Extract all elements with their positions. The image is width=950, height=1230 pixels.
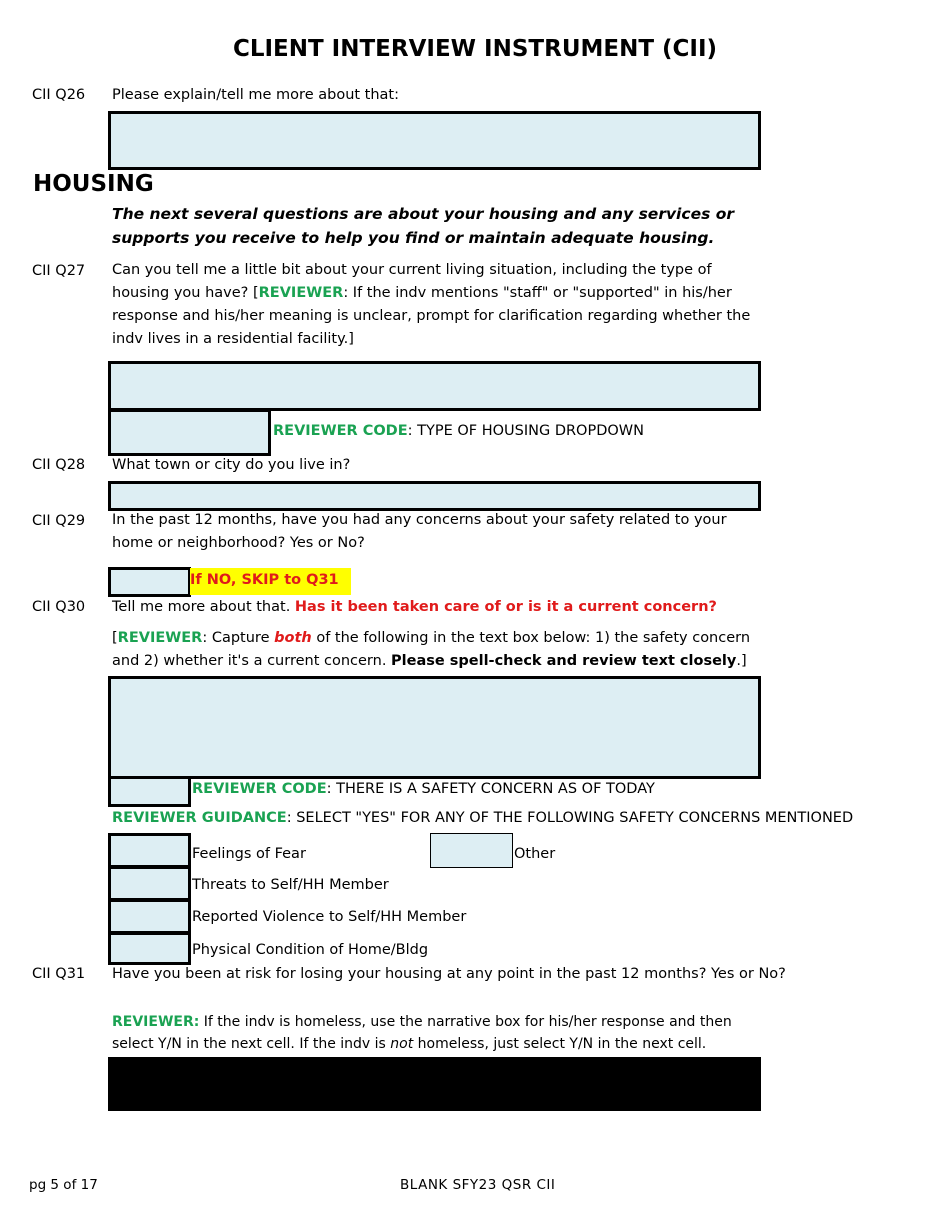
option-condition-field[interactable] [108, 932, 191, 965]
q29-yes-no-field[interactable] [108, 567, 191, 597]
q31-response-field[interactable] [108, 1057, 761, 1111]
option-other-label: Other [514, 846, 556, 862]
q30-reviewer-code: REVIEWER CODE: THERE IS A SAFETY CONCERN AS OF TODAY [192, 781, 655, 797]
option-fear-field[interactable] [108, 833, 191, 868]
document-name: BLANK SFY23 QSR CII [400, 1177, 556, 1193]
question-id-q30: CII Q30 [32, 599, 86, 615]
q27-reviewer-code: REVIEWER CODE: TYPE OF HOUSING DROPDOWN [273, 423, 644, 439]
question-id-q31: CII Q31 [32, 966, 86, 982]
question-text-q31: Have you been at risk for losing your housing at any point in the past 12 months? Yes or No? [112, 966, 786, 982]
option-threats-field[interactable] [108, 866, 191, 901]
question-id-q26: CII Q26 [32, 87, 86, 103]
q30-safety-concern-code-field[interactable] [108, 776, 191, 807]
q26-response-field[interactable] [108, 111, 761, 170]
option-violence-field[interactable] [108, 899, 191, 934]
question-text-q28: What town or city do you live in? [112, 457, 351, 473]
q27-response-field[interactable] [108, 361, 761, 411]
q30-response-field[interactable] [108, 676, 761, 779]
option-threats-label: Threats to Self/HH Member [192, 877, 389, 893]
page-title: CLIENT INTERVIEW INSTRUMENT (CII) [232, 36, 718, 62]
question-id-q27: CII Q27 [32, 263, 86, 279]
question-id-q28: CII Q28 [32, 457, 86, 473]
option-violence-label: Reported Violence to Self/HH Member [192, 909, 467, 925]
q28-town-field[interactable] [108, 481, 761, 511]
question-text-q29: In the past 12 months, have you had any concerns about your safety related to your home or neighborhood? Yes or No? [112, 512, 727, 551]
q30-reviewer-guidance: REVIEWER GUIDANCE: SELECT "YES" FOR ANY OF THE FOLLOWING SAFETY CONCERNS MENTIONED [112, 810, 854, 826]
q29-skip-note: If NO, SKIP to Q31 [190, 568, 351, 595]
q27-housing-type-dropdown[interactable] [108, 409, 271, 456]
question-id-q29: CII Q29 [32, 513, 86, 529]
page-number: pg 5 of 17 [29, 1177, 98, 1193]
option-fear-label: Feelings of Fear [192, 846, 306, 862]
q31-reviewer-note: REVIEWER: If the indv is homeless, use the narrative box for his/her response and then select Y/N in the next cell. If the indv is not homeless, just select Y/N in the next cell. [112, 1014, 732, 1052]
question-text-q26: Please explain/tell me more about that: [112, 87, 400, 103]
option-other-field[interactable] [430, 833, 513, 868]
question-text-q27: Can you tell me a little bit about your current living situation, including the type of housing you have? [REVIEWER: If the indv mentions "staff" or "supported" in his/her response and his/her meaning is unclear, prompt for clarification regarding whether the indv lives in a residential facility.] [112, 262, 751, 347]
option-condition-label: Physical Condition of Home/Bldg [192, 942, 429, 958]
section-intro: The next several questions are about your housing and any services or supports you receive to help you find or maintain adequate housing. [112, 205, 734, 247]
section-heading: HOUSING [33, 171, 154, 197]
question-text-q30: Tell me more about that. Has it been taken care of or is it a current concern? [112, 599, 717, 615]
q30-reviewer-instructions: [REVIEWER: Capture both of the following in the text box below: 1) the safety concern and 2) whether it's a current concern. Please spell-check and review text closely.] [112, 630, 751, 669]
